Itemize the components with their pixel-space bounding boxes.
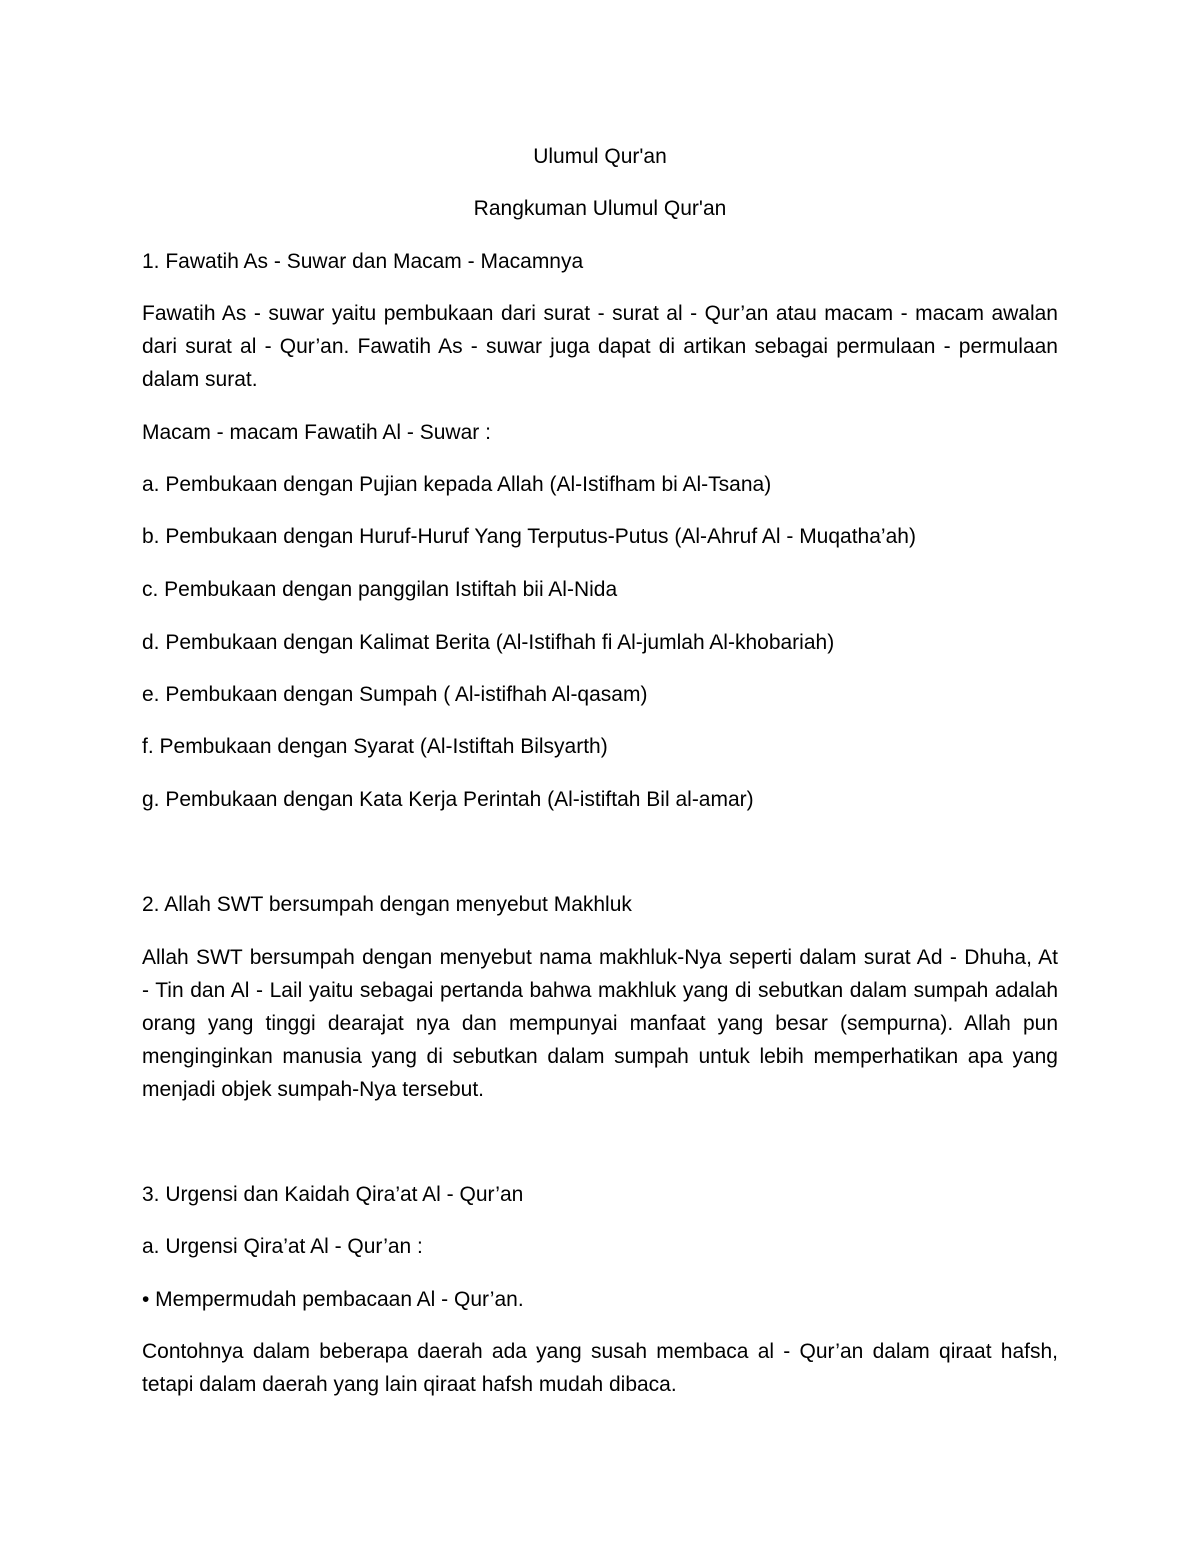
list-item: a. Pembukaan dengan Pujian kepada Allah (Al-Istifham bi Al-Tsana) <box>142 473 772 496</box>
section-1-paragraph-line: dalam surat. <box>142 368 258 391</box>
section-3-paragraph-line: tetapi dalam daerah yang lain qiraat hafsh mudah dibaca. <box>142 1373 677 1396</box>
section-2-paragraph-line: menginginkan manusia yang di sebutkan dalam sumpah untuk lebih memperhatikan apa yang <box>142 1045 1058 1068</box>
document-title: Ulumul Qur'an <box>533 145 667 168</box>
list-item: g. Pembukaan dengan Kata Kerja Perintah (Al-istiftah Bil al-amar) <box>142 788 754 811</box>
section-1-heading: 1. Fawatih As - Suwar dan Macam - Macamnya <box>142 250 584 273</box>
list-item: f. Pembukaan dengan Syarat (Al-Istiftah Bilsyarth) <box>142 735 608 758</box>
section-2-paragraph-line: orang yang tinggi dearajat nya dan mempunyai manfaat yang besar (sempurna). Allah pun <box>142 1012 1058 1035</box>
section-2-heading: 2. Allah SWT bersumpah dengan menyebut Makhluk <box>142 893 632 916</box>
list-item: d. Pembukaan dengan Kalimat Berita (Al-Istifhah fi Al-jumlah Al-khobariah) <box>142 631 835 654</box>
list-item: e. Pembukaan dengan Sumpah ( Al-istifhah Al-qasam) <box>142 683 648 706</box>
section-1-paragraph-line: dari surat al - Qur’an. Fawatih As - suwar juga dapat di artikan sebagai permulaan - permulaan <box>142 335 1058 358</box>
section-3-heading: 3. Urgensi dan Kaidah Qira’at Al - Qur’an <box>142 1183 524 1206</box>
section-3-bullet: • Mempermudah pembacaan Al - Qur’an. <box>142 1288 524 1311</box>
section-3-sub-heading: a. Urgensi Qira’at Al - Qur’an : <box>142 1235 423 1258</box>
section-1-list-heading: Macam - macam Fawatih Al - Suwar : <box>142 421 491 444</box>
section-1-paragraph-line: Fawatih As - suwar yaitu pembukaan dari surat - surat al - Qur’an atau macam - macam awalan <box>142 302 1058 325</box>
section-3-paragraph-line: Contohnya dalam beberapa daerah ada yang susah membaca al - Qur’an dalam qiraat hafsh, <box>142 1340 1058 1363</box>
section-2-paragraph-line: Allah SWT bersumpah dengan menyebut nama makhluk-Nya seperti dalam surat Ad - Dhuha, At <box>142 946 1058 969</box>
list-item: c. Pembukaan dengan panggilan Istiftah bii Al-Nida <box>142 578 618 601</box>
section-2-paragraph-line: - Tin dan Al - Lail yaitu sebagai pertanda bahwa makhluk yang di sebutkan dalam sumpah adalah <box>142 979 1058 1002</box>
section-2-paragraph-line: menjadi objek sumpah-Nya tersebut. <box>142 1078 485 1101</box>
list-item: b. Pembukaan dengan Huruf-Huruf Yang Terputus-Putus (Al-Ahruf Al - Muqatha’ah) <box>142 525 916 548</box>
document-subtitle: Rangkuman Ulumul Qur'an <box>473 197 727 220</box>
